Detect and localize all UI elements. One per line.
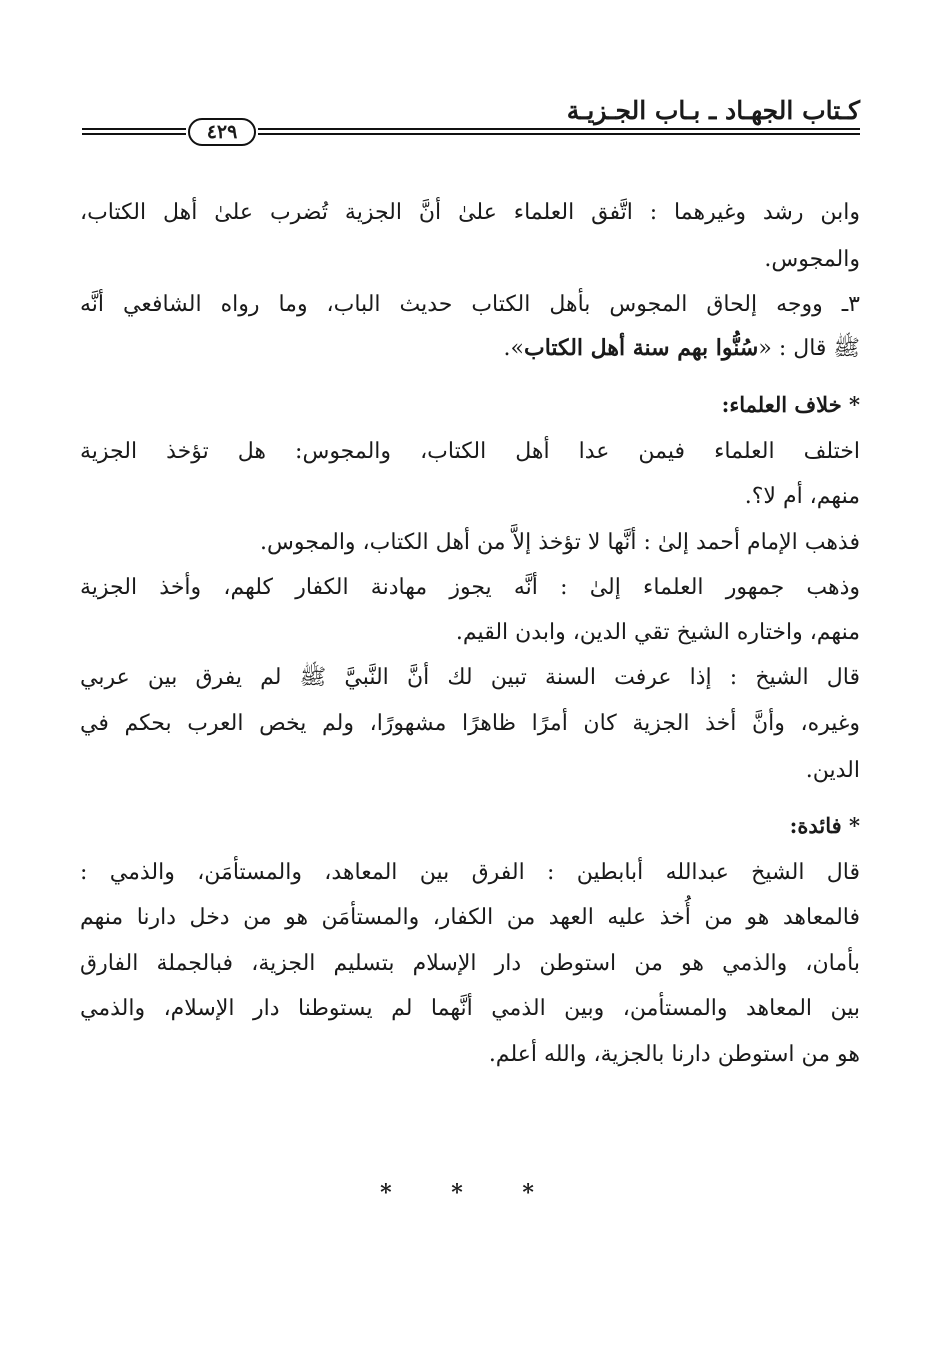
text-line: بين المعاهد والمستأمن، وبين الذمي أنَّهما لم يستوطنا دار الإسلام، والذمي <box>80 996 860 1021</box>
text-line: قال الشيخ : إذا عرفت السنة تبين لك أنَّ النَّبيَّ ﷺ لم يفرق بين عربي <box>80 665 860 690</box>
text-segment: ﷺ قال : « <box>758 336 860 361</box>
text-line: فذهب الإمام أحمد إلىٰ : أنَّها لا تؤخذ إلاَّ من أهل الكتاب، والمجوس. <box>259 530 860 555</box>
section-heading: * خلاف العلماء: <box>721 392 860 417</box>
header-rule <box>82 128 186 135</box>
text-line: وذهب جمهور العلماء إلىٰ : أنَّه يجوز مهادنة الكفار كلهم، وأخذ الجزية <box>80 575 860 600</box>
text-line: منهم، أم لا؟. <box>744 484 860 509</box>
text-line: وابن رشد وغيرهما : اتَّفق العلماء علىٰ أنَّ الجزية تُضرب علىٰ أهل الكتاب، <box>80 200 860 225</box>
section-end-ornament: * * * <box>380 1180 560 1206</box>
text-line: وغيره، وأنَّ أخذ الجزية كان أمرًا ظاهرًا مشهورًا، ولم يخص العرب بحكم في <box>80 711 860 736</box>
text-line: فالمعاهد هو من أُخذ عليه العهد من الكفار، والمستأمَن هو من دخل دارنا منهم <box>80 905 860 930</box>
page-number: ٤٢٩ <box>188 118 256 146</box>
text-line: هو من استوطن دارنا بالجزية، والله أعلم. <box>488 1042 860 1067</box>
text-line: ٣ـ ووجه إلحاق المجوس بأهل الكتاب حديث الباب، وما رواه الشافعي أنَّه <box>80 292 860 317</box>
text-line <box>80 333 860 364</box>
text-line: بأمان، والذمي هو من استوطن دار الإسلام بتسليم الجزية، فبالجملة الفارق <box>80 951 860 976</box>
text-line: والمجوس. <box>764 247 860 272</box>
text-line: منهم، واختاره الشيخ تقي الدين، وابدن القيم. <box>455 620 860 645</box>
text-segment: ». <box>503 336 524 361</box>
hadith-quote: سُنُّوا بهم سنة أهل الكتاب <box>524 335 759 361</box>
section-heading: * فائدة: <box>789 813 860 838</box>
header-rule <box>258 128 860 135</box>
running-title: كـتاب الجهـاد ـ بـاب الجـزيـة <box>566 96 860 125</box>
text-line: قال الشيخ عبدالله أبابطين : الفرق بين المعاهد، والمستأمَن، والذمي : <box>80 860 860 885</box>
text-line: اختلف العلماء فيمن عدا أهل الكتاب، والمجوس: هل تؤخذ الجزية <box>80 439 860 464</box>
text-line: الدين. <box>805 758 860 783</box>
